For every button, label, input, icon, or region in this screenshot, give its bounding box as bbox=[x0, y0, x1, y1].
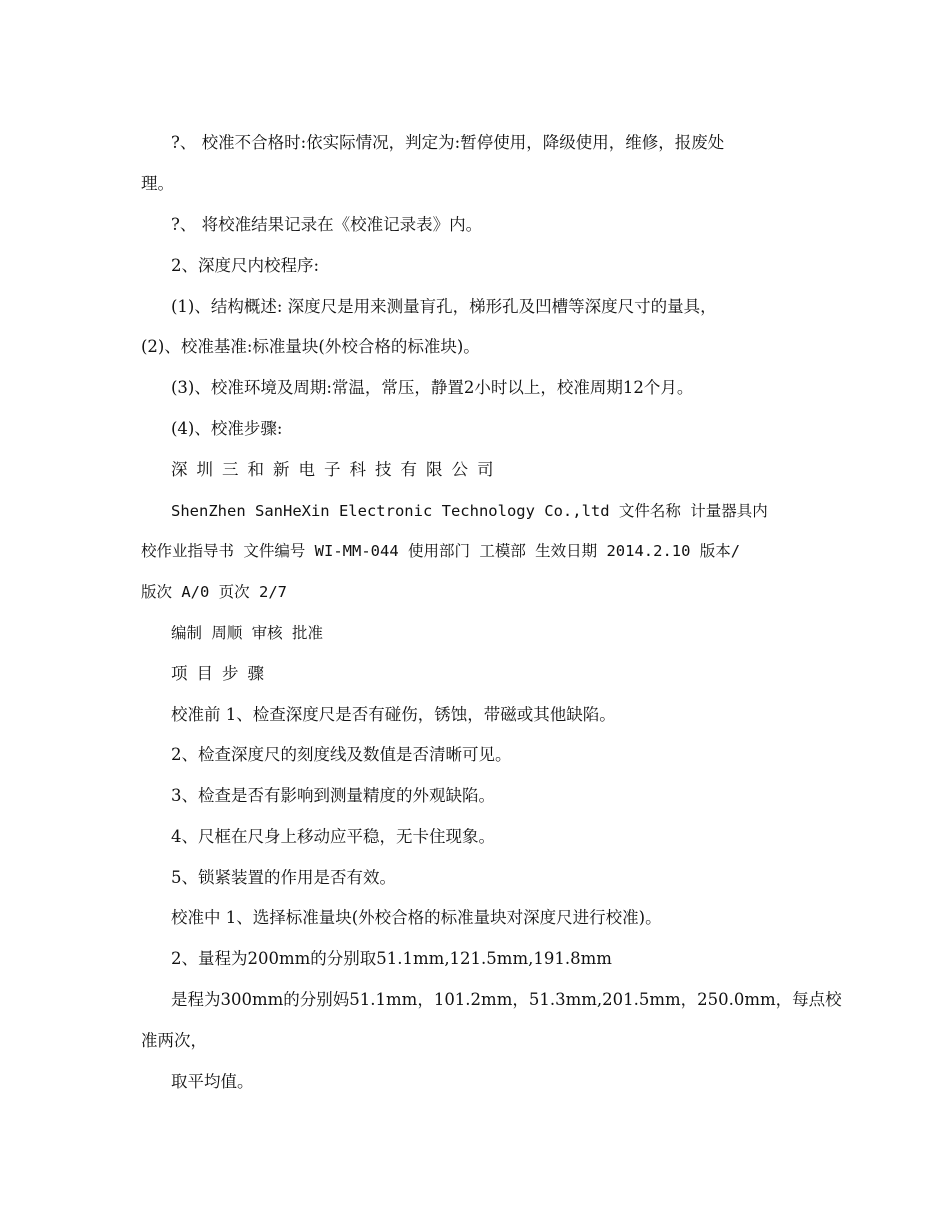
company-name: 深圳三和新电子科技有限公司 bbox=[171, 460, 503, 479]
paragraph-line: ?、 将校准结果记录在《校准记录表》内。 bbox=[171, 215, 483, 234]
header-info-line: 版次 A/0 页次 2/7 bbox=[141, 583, 287, 601]
paragraph-line: (4)、校准步骤: bbox=[171, 419, 283, 438]
step-line: 准两次， bbox=[141, 1031, 207, 1050]
step-line: 取平均值。 bbox=[171, 1072, 254, 1091]
section-heading: 2、深度尺内校程序: bbox=[171, 256, 320, 275]
header-info-line: 校作业指导书 文件编号 WI-MM-044 使用部门 工模部 生效日期 2014.2.10 版本/ bbox=[141, 542, 741, 560]
step-line: 是程为300mm的分别妈51.1mm，101.2mm，51.3mm,201.5mm，250.0mm，每点校 bbox=[171, 990, 842, 1009]
step-line: 校准中 1、选择标准量块(外校合格的标准量块对深度尺进行校准)。 bbox=[171, 908, 662, 927]
step-line: 校准前 1、检查深度尺是否有碰伤，锈蚀，带磁或其他缺陷。 bbox=[171, 705, 616, 724]
paragraph-line: (3)、校准环境及周期:常温，常压，静置2小时以上，校准周期12个月。 bbox=[171, 378, 694, 397]
header-info-line: ShenZhen SanHeXin Electronic Technology Co.,ltd 文件名称 计量器具内 bbox=[171, 502, 768, 520]
table-header: 项目步骤 bbox=[171, 664, 273, 683]
paragraph-line: ?、 校准不合格时:依实际情况，判定为:暂停使用，降级使用，维修，报废处 bbox=[171, 133, 725, 152]
paragraph-line: 理。 bbox=[141, 174, 174, 193]
step-line: 2、量程为200mm的分别取51.1mm,121.5mm,191.8mm bbox=[171, 949, 612, 968]
step-line: 3、检查是否有影响到测量精度的外观缺陷。 bbox=[171, 786, 495, 805]
paragraph-line: (1)、结构概述: 深度尺是用来测量肓孔，梯形孔及凹槽等深度尺寸的量具， bbox=[171, 297, 717, 316]
step-line: 2、检查深度尺的刻度线及数值是否清晰可见。 bbox=[171, 745, 512, 764]
step-line: 4、尺框在尺身上移动应平稳，无卡住现象。 bbox=[171, 827, 495, 846]
step-line: 5、锁紧装置的作用是否有效。 bbox=[171, 868, 396, 887]
approval-line: 编制 周顺 审核 批准 bbox=[171, 624, 323, 642]
paragraph-line: (2)、校准基准:标准量块(外校合格的标准块)。 bbox=[141, 337, 480, 356]
